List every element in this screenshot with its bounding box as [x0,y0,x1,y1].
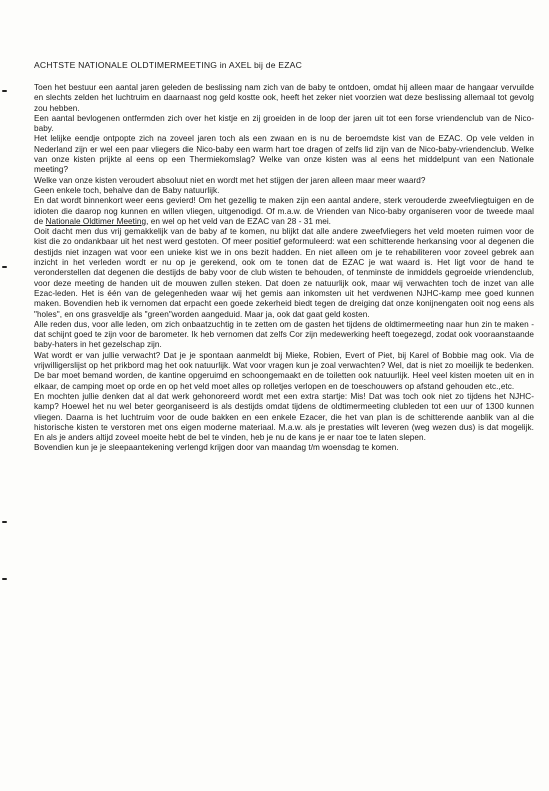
paragraph: Een aantal bevlogenen ontfermden zich over het kistje en zij groeiden in de loop der jaren uit tot een forse vriendenclub van de Nico-baby. [34,113,534,134]
paragraph: Welke van onze kisten veroudert absoluut niet en wordt met het stijgen der jaren alleen maar meer waard? [34,175,426,185]
margin-mark [2,521,7,523]
paragraph: En mochten jullie denken dat al dat werk gehonoreerd wordt met een extra startje: Mis! Dat was toch ook niet zo tijdens het NJHC-kamp? Hoewel het nu wel beter georganiseerd is als destijds omdat tijdens de oldtimermeeting clubleden tot een uur of 1300 kunnen vliegen. Daarna is het luchtruim voor de oude bakken en een enkele Ezacer, die het van plan is de schitterende aanblik van al die historische kisten te verstoren met ons eigen moderne materiaal. M.a.w. als je prestaties wilt leveren (weg wezen dus) is dat mogelijk. En als je anders altijd zoveel moeite hebt de bel te vinden, heb je nu de kans je er naar toe te laten slepen. [34,391,534,443]
paragraph: Geen enkele toch, behalve dan de Baby natuurlijk. [34,185,220,195]
paragraph: Bovendien kun je je sleepaantekening verlengd krijgen door van maandag t/m woensdag te komen. [34,443,399,453]
paragraph: Het lelijke eendje ontpopte zich na zoveel jaren toch als een zwaan en is nu de beroemdste kist van de EZAC. Op vele velden in Nederland zijn er wel een paar vliegers die Nico-baby een warm hart toe dragen of zelfs lid zijn van de Nico-baby-vriendenclub. Welke van onze kisten prijkte al eens op een Thermiekomslag? Welke van onze kisten was al eens het middelpunt van een Nationale meeting? [34,134,534,175]
margin-mark [2,90,7,92]
article-title: ACHTSTE NATIONALE OLDTIMERMEETING in AXEL bij de EZAC [34,60,302,70]
margin-mark [2,266,7,268]
underlined-event-name: Nationale Oldtimer Meeting [45,216,147,226]
margin-mark [2,578,7,580]
paragraph-with-underline: En dat wordt binnenkort weer eens gevierd! Om het gezellig te maken zijn een aantal andere, sterk verouderde zweefvliegtuigen en de idioten die daarop nog kunnen en willen vliegen, uitgenodigd. Of m.a.w. de Vrienden van Nico-baby organiseren voor de tweede maal de Nationale Oldtimer Meeting, en wel op het veld van de EZAC van 28 - 31 mei. [34,196,534,226]
paragraph: Wat wordt er van jullie verwacht? Dat je je spontaan aanmeldt bij Mieke, Robien, Evert of Piet, bij Karel of Bobbie mag ook. Via de vrijwilligerslijst op het prikbord mag het ook natuurlijk. Wat voor vragen kun je zoal verwachten? Wel, dat is niet zo moeilijk te bedenken. De bar moet bemand worden, de kantine opgeruimd en schoongemaakt en de toiletten ook natuurlijk. Heel veel kisten moeten uit en in elkaar, de camping moet op orde en op het veld moet alles op rolletjes verlopen en de toeschouwers op afstand gehouden etc.,etc. [34,350,534,391]
article-body [34,60,534,454]
paragraph: Ooit dacht men dus vrij gemakkelijk van de baby af te komen, nu blijkt dat alle andere zweefvliegers het veld moeten ruimen voor de kist die zo ondankbaar uit het nest werd gestoten. Of meer positief geformuleerd: wat een schitterende herkansing voor al degenen die destijds niet inzagen wat voor een unieke kist we in ons bezit hadden. En niet alleen om je te rehabiliteren voor zoveel gebrek aan inzicht in het verleden wordt er nu op je gerekend, ook om te tonen dat de EZAC je wat waard is. Het ligt voor de hand te veronderstellen dat degenen die destijds de baby voor de club wisten te behouden, of tenminste de inmiddels gegroeide vriendenclub, voor deze meeting de handen uit de mouwen zullen steken. Dat doen ze natuurlijk ook, maar wij verwachten toch de inzet van alle Ezac-leden. Het is één van de gelegenheden waar wij het gemis aan inkomsten uit het verdwenen NJHC-kamp mee goed kunnen maken. Bovendien heb ik vernomen dat erpacht een goede zekerheid biedt tegen de dreiging dat onze konijnengaten ooit nog eens als "holes", en ons grasveldje als "green"worden aangeduid. Maar ja, ook dat gaat geld kosten. [34,227,534,319]
paragraph: Alle reden dus, voor alle leden, om zich onbaatzuchtig in te zetten om de gasten het tijdens de oldtimermeeting naar hun zin te maken - dat schijnt goed te zijn voor de barometer. Ik heb vernomen dat zelfs Cor zijn medewerking heeft toegezegd, zodat ook vooraanstaande baby-haters in het gezelschap zijn. [34,319,534,350]
paragraph: Toen het bestuur een aantal jaren geleden de beslissing nam zich van de baby te ontdoen, omdat hij alleen maar de hangaar vervuilde en slechts zelden het luchtruim en daarnaast nog geld kostte ook, heeft het zeker niet voorzien wat deze beslissing allemaal tot gevolg zou hebben. [34,83,534,113]
